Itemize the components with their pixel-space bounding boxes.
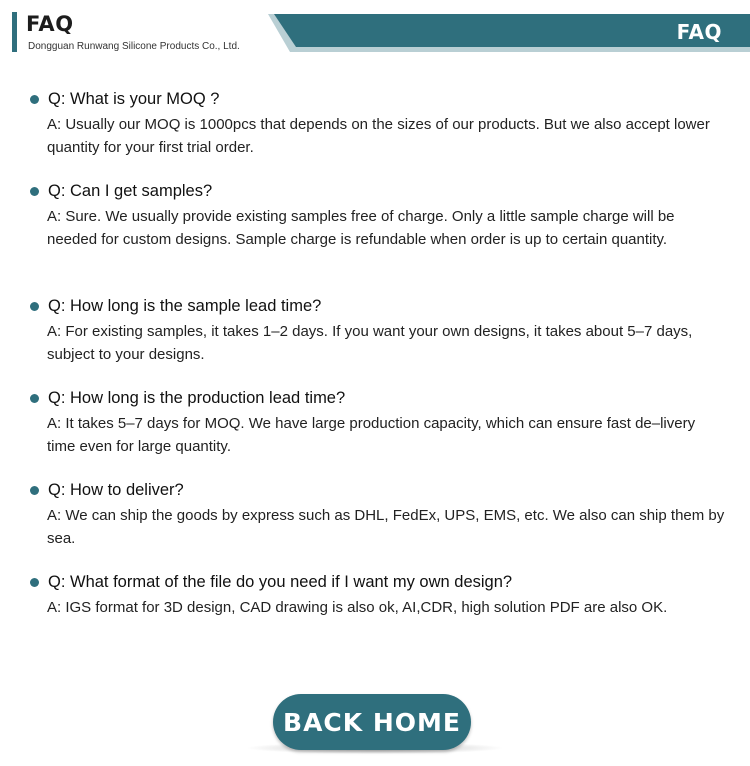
bullet-dot-icon xyxy=(30,486,39,495)
faq-answer: A: We can ship the goods by express such as DHL, FedEx, UPS, EMS, etc. We also can ship them by sea. xyxy=(47,507,725,547)
bullet-dot-icon xyxy=(30,394,39,403)
faq-banner xyxy=(268,14,750,52)
faq-answer: A: It takes 5–7 days for MOQ. We have large production capacity, which can ensure fast de–livery time even for large quantity. xyxy=(47,415,696,455)
bullet-dot-icon xyxy=(30,187,39,196)
brand-subtitle: Dongguan Runwang Silicone Products Co., Ltd. xyxy=(28,41,240,52)
faq-answer: A: For existing samples, it takes 1–2 days. If you want your own designs, it takes about 5–7 days, subject to your designs. xyxy=(47,323,693,363)
faq-question: Q: How long is the sample lead time? xyxy=(48,297,322,315)
faq-question: Q: How to deliver? xyxy=(48,481,184,499)
faq-question: Q: Can I get samples? xyxy=(48,182,213,200)
back-home-button[interactable]: BACK HOME xyxy=(273,694,471,750)
faq-question: Q: How long is the production lead time? xyxy=(48,389,346,407)
faq-question: Q: What is your MOQ ? xyxy=(48,90,220,108)
faq-answer: A: IGS format for 3D design, CAD drawing is also ok, AI,CDR, high solution PDF are also OK. xyxy=(47,599,668,616)
faq-answer: A: Usually our MOQ is 1000pcs that depends on the sizes of our products. But we also accept lower quantity for your first trial order. xyxy=(47,116,710,156)
bullet-dot-icon xyxy=(30,95,39,104)
faq-question: Q: What format of the file do you need if I want my own design? xyxy=(48,573,513,591)
brand-title: FAQ xyxy=(26,12,74,36)
page-header xyxy=(0,0,750,60)
bullet-dot-icon xyxy=(30,578,39,587)
faq-answer: A: Sure. We usually provide existing samples free of charge. Only a little sample charge will be needed for custom designs. Sample charge is refundable when order is up to certain quantity. xyxy=(47,208,675,248)
bullet-dot-icon xyxy=(30,302,39,311)
header-accent-bar xyxy=(12,12,17,52)
banner-label: FAQ xyxy=(676,20,722,44)
